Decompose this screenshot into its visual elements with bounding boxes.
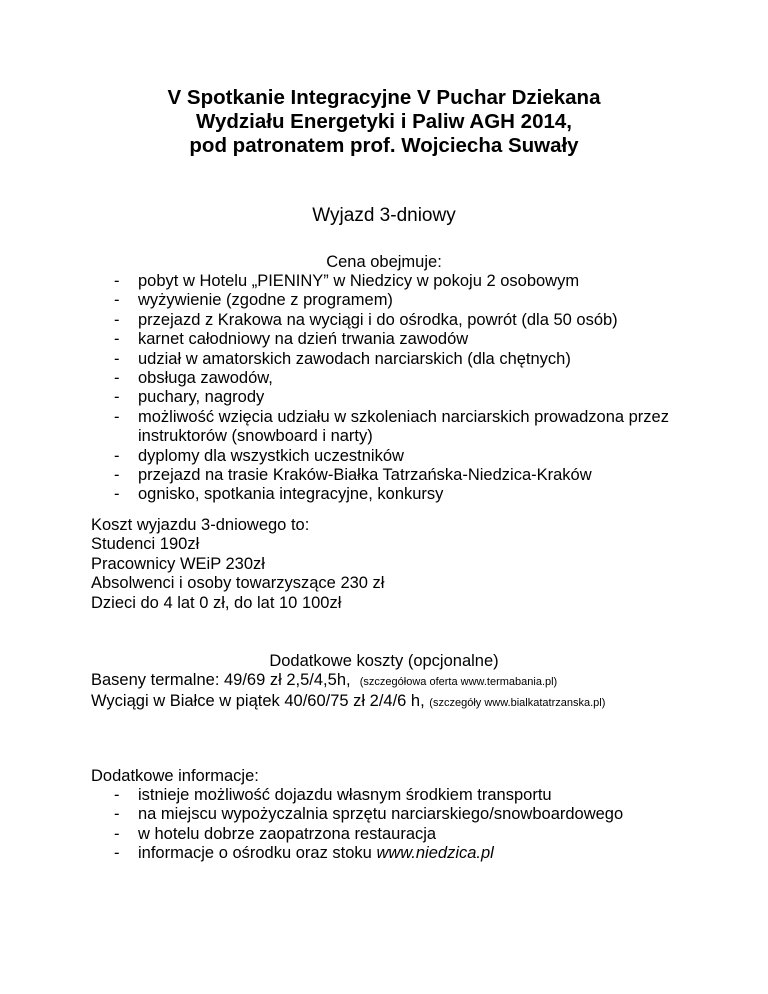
bullet-dash: - [114, 369, 120, 388]
title-line-3: pod patronatem prof. Wojciecha Suwały [189, 134, 579, 157]
bullet-dash: - [114, 466, 120, 485]
thermal-baths-line: Baseny termalne: 49/69 zł 2,5/4,5h, (szczegółowa oferta www.termabania.pl) [91, 671, 558, 689]
list-item: - na miejscu wypożyczalnia sprzętu narciarskiego/snowboardowego [114, 805, 624, 824]
thermal-baths-note: (szczegółowa oferta www.termabania.pl) [359, 676, 558, 688]
list-item: - istnieje możliwość dojazdu własnym środkiem transportu [114, 786, 552, 804]
list-item: - obsługa zawodów, [114, 369, 273, 388]
bullet-dash: - [114, 407, 120, 426]
list-item: - informacje o ośrodku oraz stoku www.niedzica.pl [114, 844, 494, 863]
bullet-dash: - [114, 310, 120, 329]
bullet-dash: - [114, 805, 120, 824]
extra-costs-heading: Dodatkowe koszty (opcjonalne) [269, 652, 499, 670]
cost-section [91, 516, 384, 613]
cost-line: Absolwenci i osoby towarzyszące 230 zł [91, 574, 385, 593]
bullet-dash: - [114, 844, 120, 863]
resort-website-link[interactable]: www.niedzica.pl [376, 844, 494, 863]
cost-heading: Koszt wyjazdu 3-dniowego to: [91, 516, 310, 534]
title-line-1: V Spotkanie Integracyjne V Puchar Dziekana [167, 86, 601, 109]
list-item: - pobyt w Hotelu „PIENINY” w Niedzicy w pokoju 2 osobowym [114, 272, 580, 290]
list-item: - udział w amatorskich zawodach narciarskich (dla chętnych) [114, 349, 571, 368]
ski-lifts-note: (szczegóły www.bialkatatrzanska.pl) [429, 697, 606, 710]
cost-line: Pracownicy WEiP 230zł [91, 554, 265, 573]
additional-info-list [114, 786, 623, 864]
bullet-dash: - [114, 349, 120, 368]
price-includes-list [114, 272, 674, 505]
additional-info-heading: Dodatkowe informacje: [91, 767, 259, 785]
bullet-dash: - [114, 291, 120, 310]
bullet-dash: - [114, 786, 120, 804]
list-item: - wyżywienie (zgodne z programem) [114, 291, 393, 310]
bullet-dash: - [114, 272, 120, 290]
bullet-dash: - [114, 446, 120, 465]
price-includes-heading: Cena obejmuje: [326, 253, 442, 271]
ski-lifts-line: Wyciągi w Białce w piątek 40/60/75 zł 2/4/6 h, (szczegóły www.bialkatatrzanska.pl) [91, 692, 606, 711]
bullet-dash: - [114, 485, 120, 504]
extra-costs-section [91, 671, 605, 714]
bullet-dash: - [114, 330, 120, 349]
document-title [0, 86, 768, 158]
bullet-dash: - [114, 388, 120, 407]
list-item: - ognisko, spotkania integracyjne, konkursy [114, 485, 444, 504]
list-item: - przejazd na trasie Kraków-Białka Tatrzańska-Niedzica-Kraków [114, 466, 592, 485]
cost-line: Studenci 190zł [91, 535, 200, 554]
list-item: - w hotelu dobrze zaopatrzona restauracja [114, 824, 437, 843]
list-item: - możliwość wzięcia udziału w szkoleniach narciarskich prowadzona przez instruktorów (snowboard i narty) [114, 407, 669, 446]
list-item: - puchary, nagrody [114, 388, 265, 407]
trip-subtitle: Wyjazd 3-dniowy [312, 205, 456, 226]
list-item: - przejazd z Krakowa na wyciągi i do ośrodka, powrót (dla 50 osób) [114, 310, 618, 329]
title-line-2: Wydziału Energetyki i Paliw AGH 2014, [196, 110, 572, 133]
bullet-dash: - [114, 824, 120, 843]
cost-line: Dzieci do 4 lat 0 zł, do lat 10 100zł [91, 593, 342, 612]
list-item: - dyplomy dla wszystkich uczestników [114, 446, 404, 465]
list-item: - karnet całodniowy na dzień trwania zawodów [114, 330, 469, 349]
